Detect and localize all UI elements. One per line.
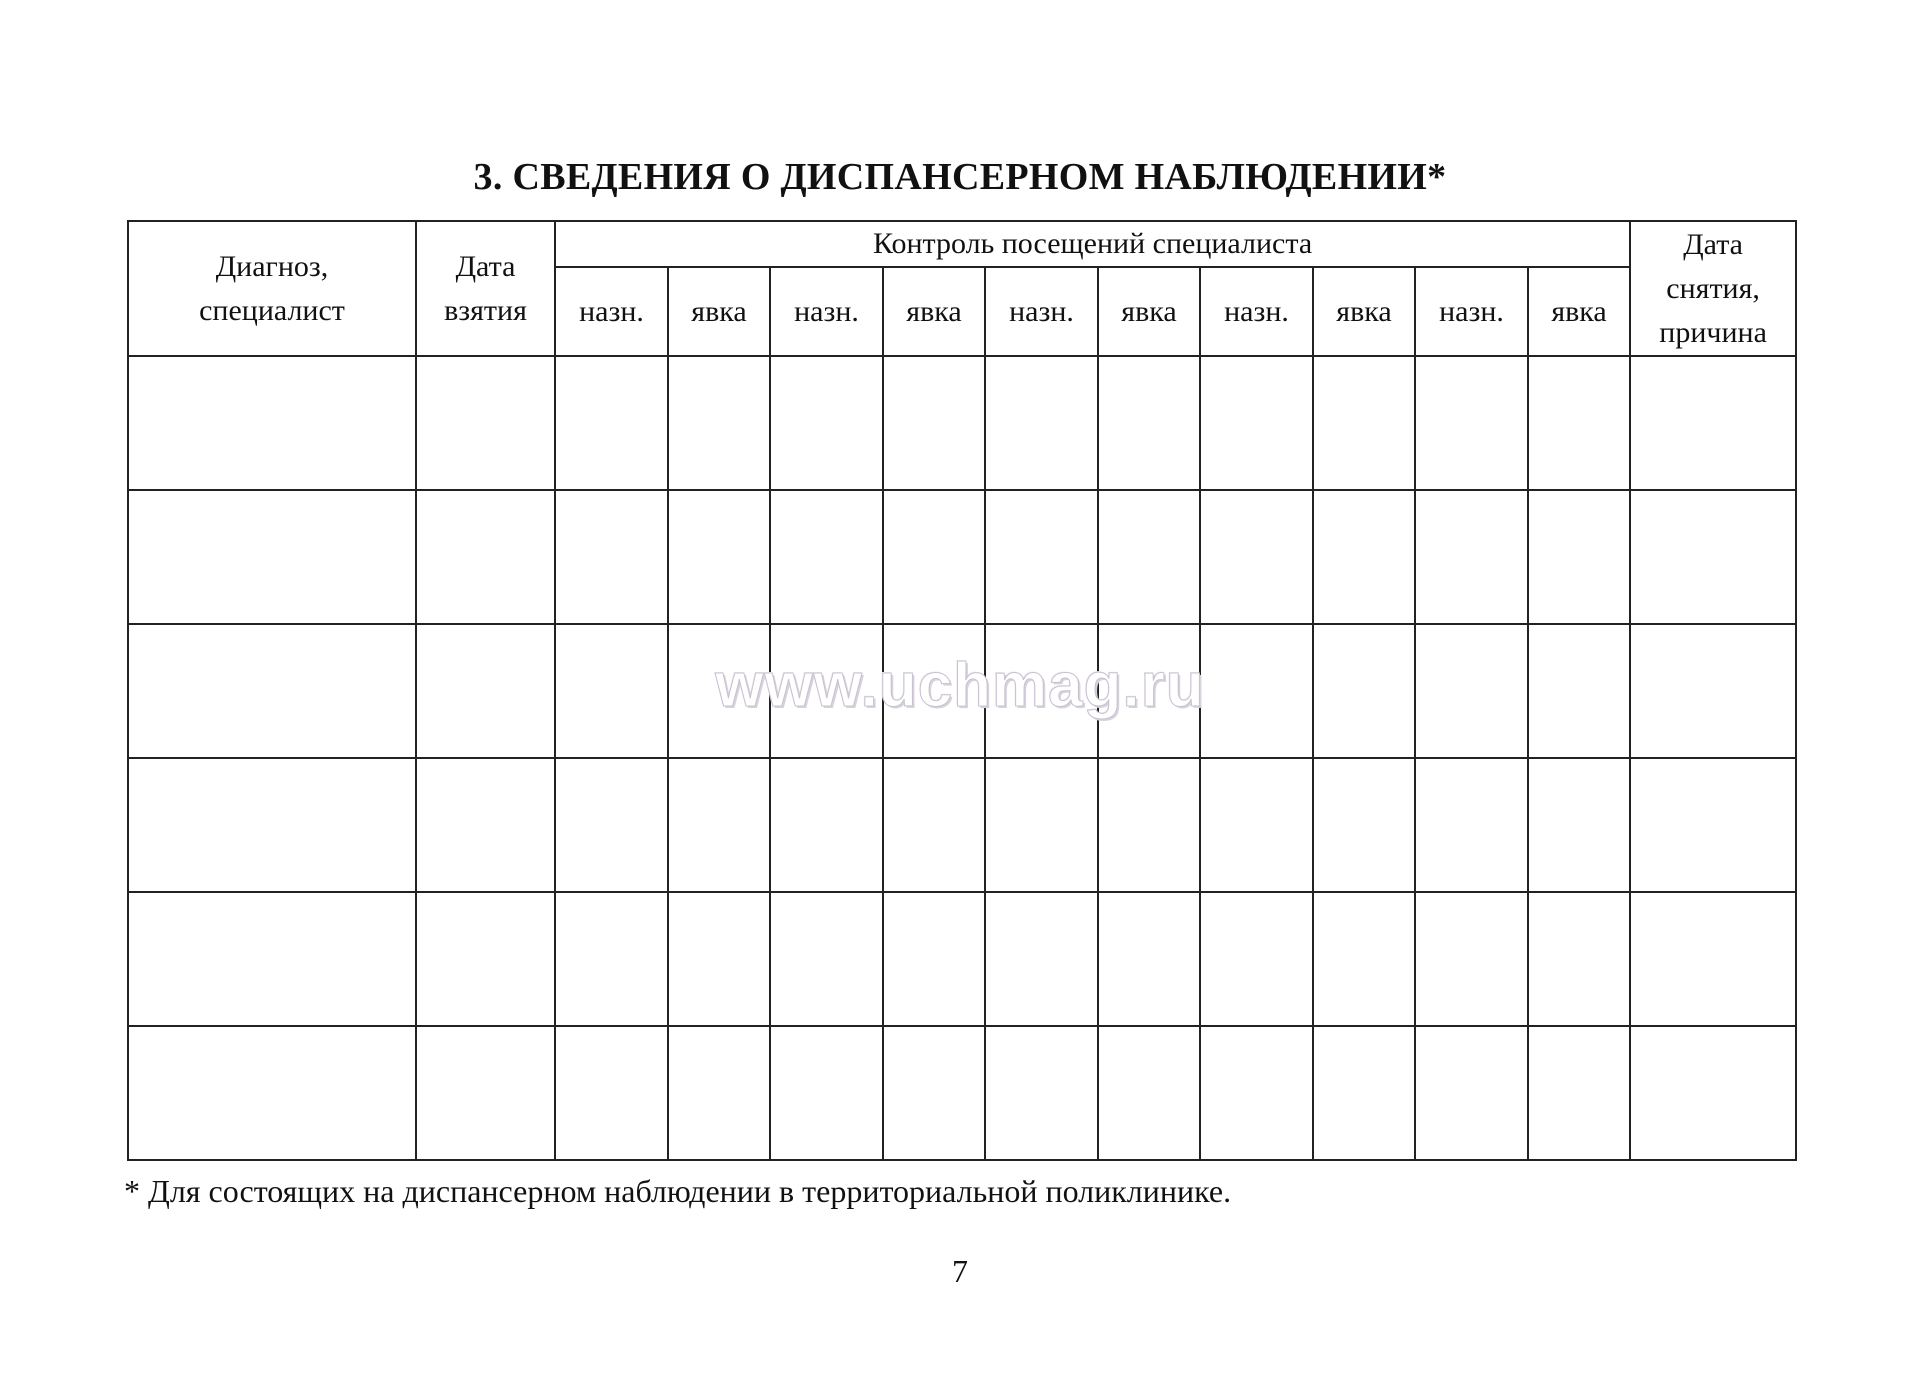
- header-date-removed-line2: снятия,: [1666, 271, 1760, 305]
- table-cell: [1528, 356, 1630, 490]
- table-cell: [770, 624, 883, 758]
- header-visit-assigned: назн.: [1200, 267, 1313, 356]
- table-cell: [1200, 1026, 1313, 1160]
- header-visit-assigned: назн.: [985, 267, 1098, 356]
- table-cell: [1098, 1026, 1200, 1160]
- table-cell: [1313, 490, 1415, 624]
- header-diagnosis-specialist: [128, 221, 416, 356]
- table-cell: [1528, 892, 1630, 1026]
- table-cell: [1200, 490, 1313, 624]
- header-visit-attended: явка: [1528, 267, 1630, 356]
- table-cell: [1528, 1026, 1630, 1160]
- header-date-taken-line1: Дата: [455, 249, 516, 283]
- table-cell: [1415, 758, 1528, 892]
- table-cell: [770, 758, 883, 892]
- table-cell: [770, 356, 883, 490]
- header-visit-assigned: назн.: [1415, 267, 1528, 356]
- table-cell: [883, 490, 985, 624]
- table-cell: [1630, 758, 1796, 892]
- table-cell: [668, 356, 770, 490]
- header-date-removed-line1: Дата: [1683, 227, 1743, 261]
- table-body: [128, 356, 1796, 1160]
- table-row: [128, 758, 1796, 892]
- table-cell: [1313, 624, 1415, 758]
- table-cell: [1313, 758, 1415, 892]
- table-row: [128, 892, 1796, 1026]
- header-date-taken: [416, 221, 555, 356]
- table-cell: [1528, 490, 1630, 624]
- table-cell: [128, 356, 416, 490]
- header-visit-assigned: назн.: [770, 267, 883, 356]
- table-cell: [883, 624, 985, 758]
- table-cell: [1200, 624, 1313, 758]
- table-cell: [416, 624, 555, 758]
- table-cell: [555, 490, 668, 624]
- table-cell: [128, 1026, 416, 1160]
- table-cell: [985, 490, 1098, 624]
- table-cell: [1415, 1026, 1528, 1160]
- header-visit-attended: явка: [668, 267, 770, 356]
- table-cell: [985, 892, 1098, 1026]
- table-cell: [1415, 356, 1528, 490]
- header-date-removed-line3: причина: [1659, 315, 1767, 349]
- footnote: * Для состоящих на диспансерном наблюдении в территориальной поликлинике.: [124, 1173, 1232, 1209]
- table-cell: [1098, 758, 1200, 892]
- table-cell: [985, 1026, 1098, 1160]
- table-cell: [985, 624, 1098, 758]
- table-cell: [883, 892, 985, 1026]
- table-cell: [128, 624, 416, 758]
- table-cell: [1098, 356, 1200, 490]
- table-cell: [1415, 490, 1528, 624]
- table-cell: [416, 490, 555, 624]
- table-cell: [770, 892, 883, 1026]
- table-cell: [416, 1026, 555, 1160]
- table-cell: [128, 892, 416, 1026]
- table-cell: [1630, 490, 1796, 624]
- table-cell: [1200, 758, 1313, 892]
- table-cell: [883, 758, 985, 892]
- header-date-taken-line2: взятия: [444, 293, 527, 327]
- table-cell: [1630, 356, 1796, 490]
- table-cell: [555, 758, 668, 892]
- table-cell: [668, 490, 770, 624]
- table-cell: [1415, 624, 1528, 758]
- header-visit-control-group: Контроль посещений специалиста: [555, 221, 1630, 267]
- table-cell: [1630, 1026, 1796, 1160]
- table-cell: [770, 1026, 883, 1160]
- header-visit-attended: явка: [1098, 267, 1200, 356]
- table-cell: [1098, 624, 1200, 758]
- table-cell: [555, 624, 668, 758]
- table-cell: [668, 1026, 770, 1160]
- table-cell: [1200, 892, 1313, 1026]
- header-diagnosis-line2: специалист: [199, 293, 345, 327]
- watermark: www.uchmag.ru: [715, 651, 1205, 720]
- header-diagnosis-line1: Диагноз,: [215, 249, 329, 283]
- table-cell: [1313, 1026, 1415, 1160]
- table-cell: [128, 758, 416, 892]
- table-cell: [1415, 892, 1528, 1026]
- table-cell: [1313, 356, 1415, 490]
- page-title: 3. СВЕДЕНИЯ О ДИСПАНСЕРНОМ НАБЛЮДЕНИИ*: [473, 156, 1447, 198]
- table-cell: [416, 758, 555, 892]
- table-cell: [883, 356, 985, 490]
- table-row: [128, 1026, 1796, 1160]
- table-cell: [985, 758, 1098, 892]
- table-cell: [985, 356, 1098, 490]
- header-date-removed-reason: [1630, 221, 1796, 356]
- table-cell: [668, 624, 770, 758]
- table-cell: [1200, 356, 1313, 490]
- table-cell: [416, 356, 555, 490]
- table-row: [128, 624, 1796, 758]
- table-cell: [416, 892, 555, 1026]
- table-cell: [883, 1026, 985, 1160]
- table-cell: [1098, 490, 1200, 624]
- table-cell: [555, 356, 668, 490]
- dispensary-observation-table: [127, 220, 1797, 1161]
- table-cell: [770, 490, 883, 624]
- table-row: [128, 490, 1796, 624]
- table-cell: [555, 1026, 668, 1160]
- table-cell: [1313, 892, 1415, 1026]
- table-cell: [1098, 892, 1200, 1026]
- header-visit-attended: явка: [1313, 267, 1415, 356]
- table-row: [128, 356, 1796, 490]
- table-cell: [128, 490, 416, 624]
- table-cell: [668, 892, 770, 1026]
- table-cell: [555, 892, 668, 1026]
- table-cell: [1528, 624, 1630, 758]
- table-cell: [1528, 758, 1630, 892]
- page-number: 7: [952, 1253, 968, 1289]
- table-cell: [1630, 624, 1796, 758]
- table-cell: [1630, 892, 1796, 1026]
- header-visit-assigned: назн.: [555, 267, 668, 356]
- table-cell: [668, 758, 770, 892]
- header-visit-attended: явка: [883, 267, 985, 356]
